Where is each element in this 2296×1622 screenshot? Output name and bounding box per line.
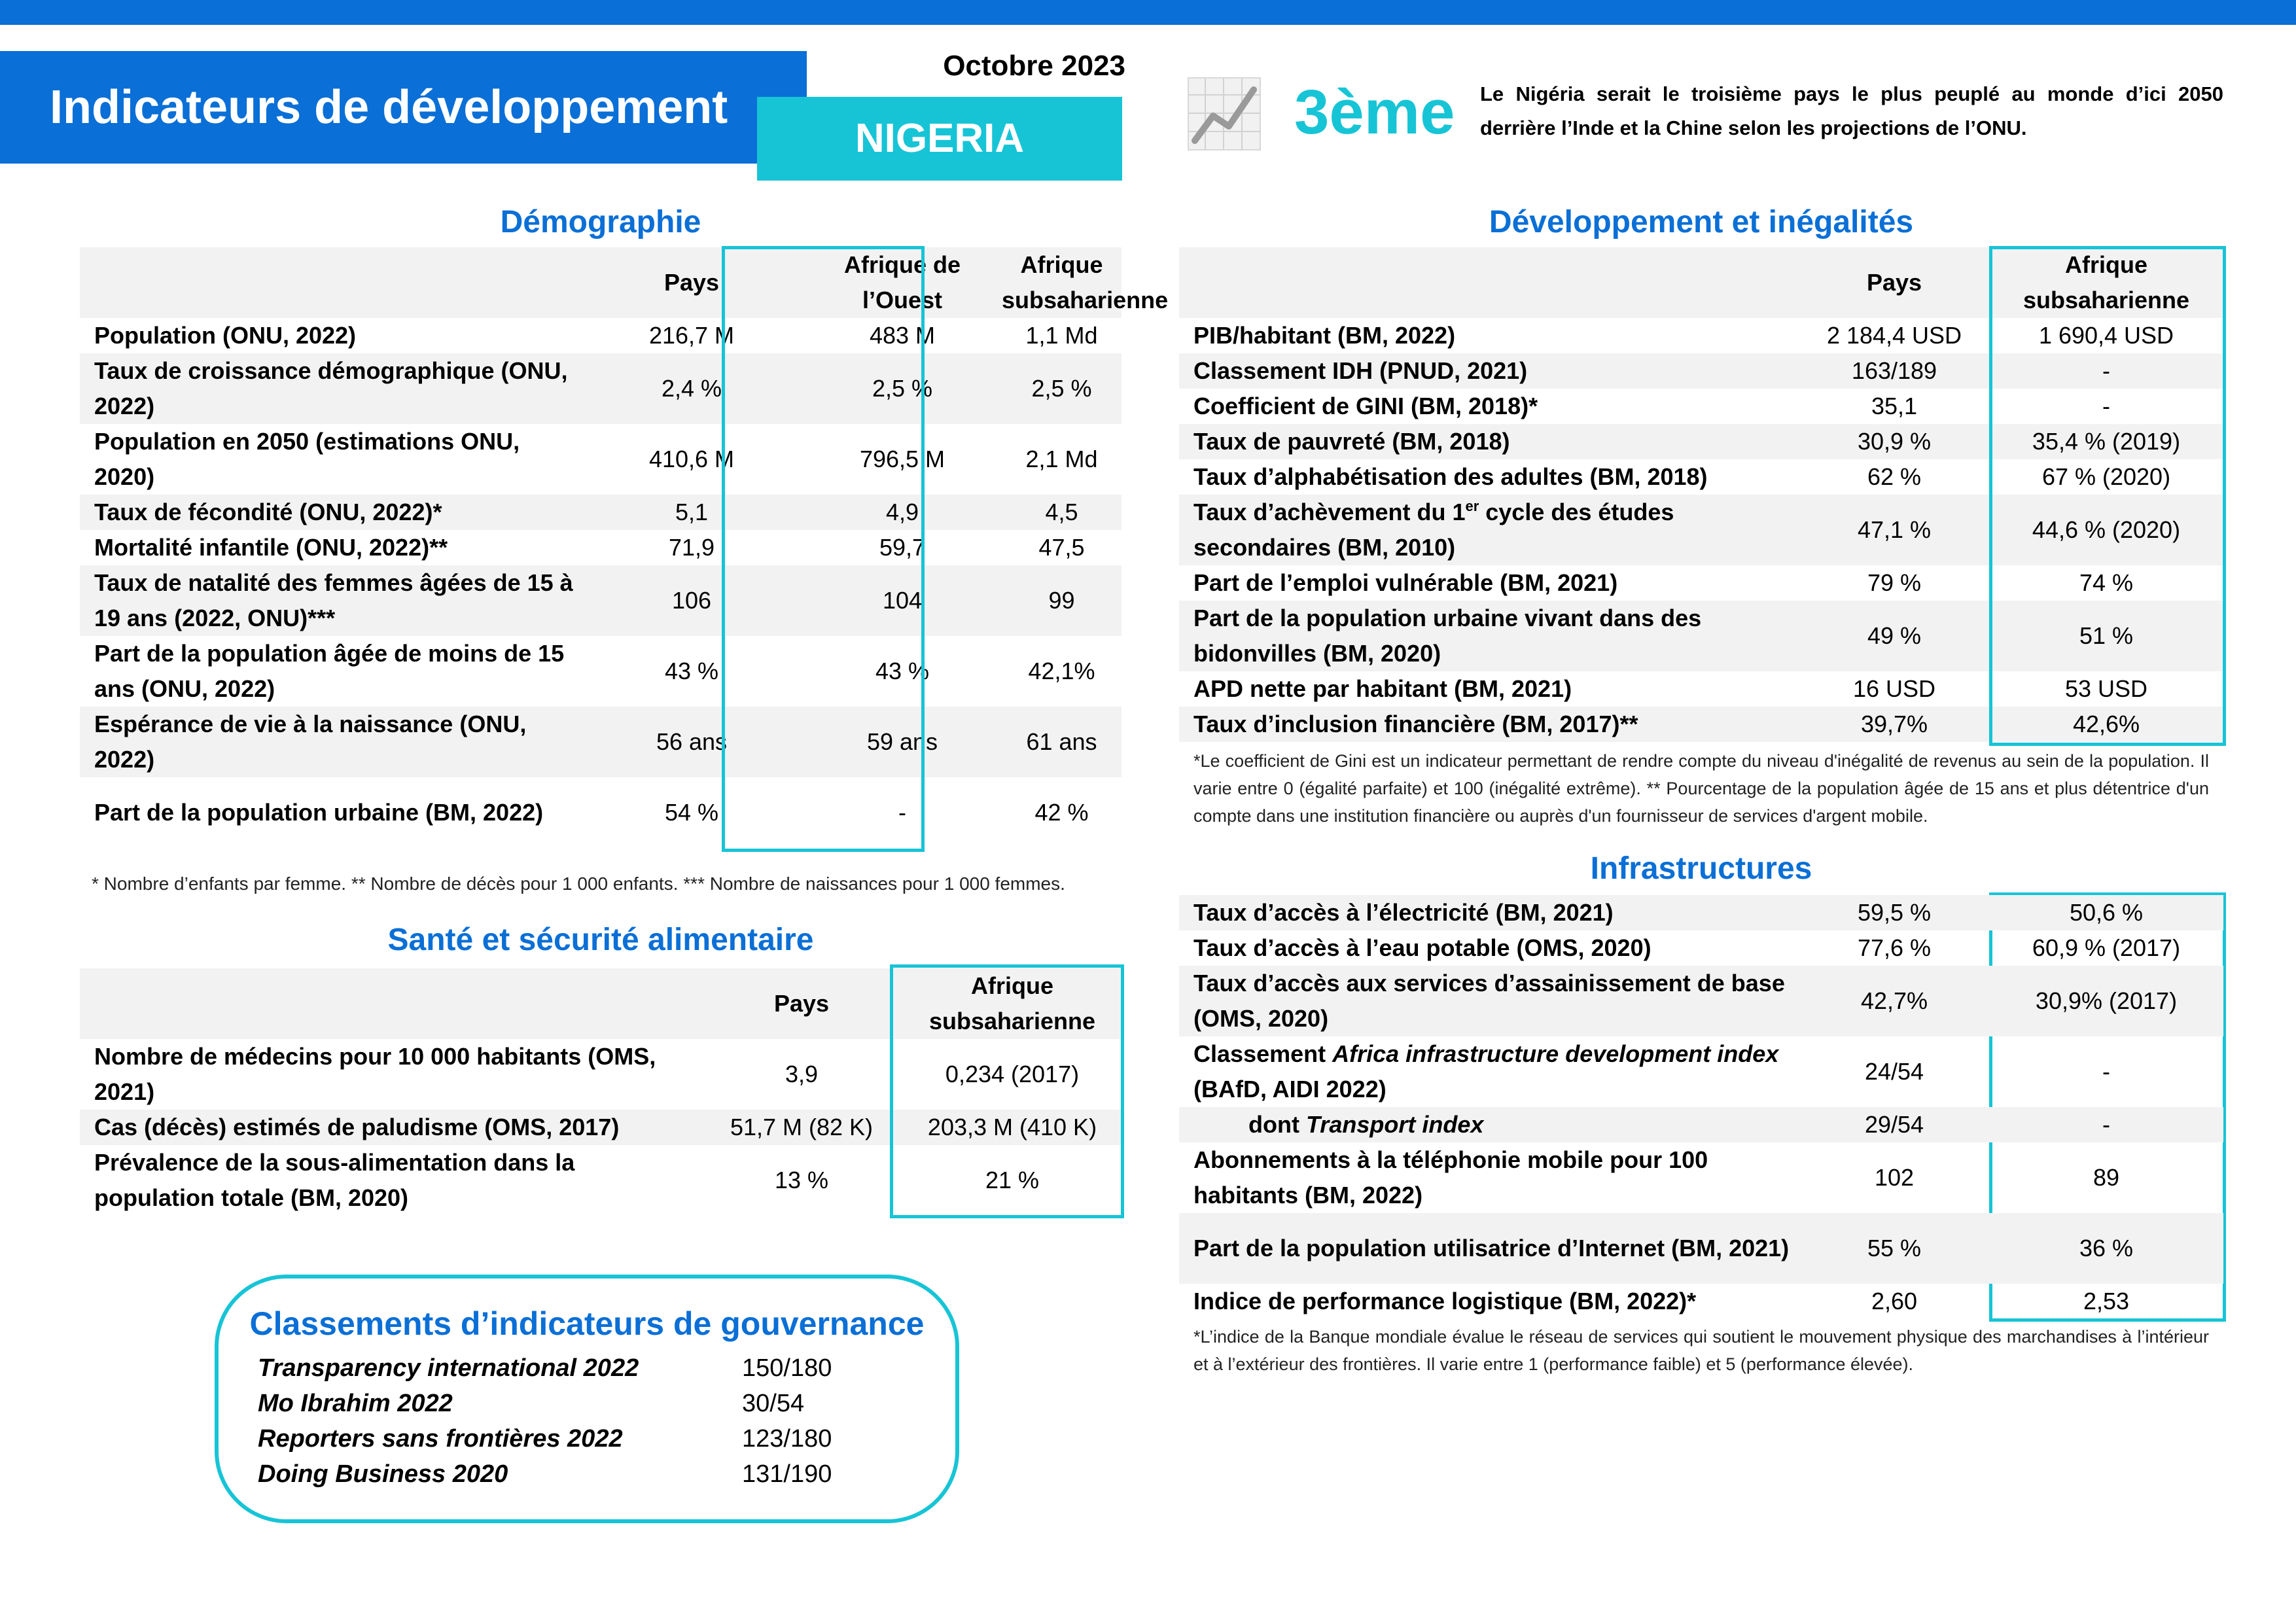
table-row [80, 495, 1122, 530]
column-header: Afrique subsaharienne [903, 968, 1122, 1039]
cell-pays: 42,7% [1799, 966, 1989, 1036]
row-label: Classement Africa infrastructure development index (BAfD, AIDI 2022) [1193, 1040, 1779, 1102]
table-row [80, 424, 1122, 495]
cell-pays: 62 % [1867, 463, 1922, 490]
row-label: dont Transport index [1179, 1107, 1799, 1142]
column-header: Pays [1799, 247, 1989, 318]
row-label: Taux de natalité des femmes âgées de 15 à 19 ans (2022, ONU)*** [80, 565, 580, 636]
table-row [1179, 966, 2223, 1036]
cell-afrique-ouest: 59,7 [879, 534, 926, 561]
cell-afrique-ouest: 104 [803, 565, 1002, 636]
table-row [1179, 895, 2223, 930]
gouvernance-name: Mo Ibrahim 2022 [258, 1390, 453, 1417]
column-header: Pays [700, 968, 903, 1039]
cell-pays: 43 % [664, 658, 719, 684]
line-chart-icon [1186, 75, 1263, 152]
table-row [1179, 1213, 2223, 1284]
cell-afrique-subsaharienne: 42,1% [1028, 658, 1095, 684]
cell-pays: 106 [580, 565, 803, 636]
cell-pays: 2 184,4 USD [1826, 322, 1962, 349]
section-title-infrastructures: Infrastructures [1590, 851, 1812, 886]
table-row [1179, 707, 2223, 742]
table-header-row [80, 968, 1122, 1039]
table-row [80, 565, 1122, 636]
row-label: PIB/habitant (BM, 2022) [1193, 322, 1456, 349]
cell-pays: 2,4 % [580, 353, 803, 424]
cell-pays: 79 % [1867, 569, 1922, 596]
cell-pays: 410,6 M [648, 446, 735, 472]
table-row [1179, 389, 2223, 424]
column-header: Pays [580, 247, 803, 318]
infrastructures-footnote: *L’indice de la Banque mondiale évalue le réseau de services qui soutient le mouvement physique des marchandises à l’intérieur et à l’extérieur des frontières. Il varie entre 1 (performance faible) et 5 (performance élevée). [1193, 1327, 2209, 1374]
gouvernance-value: 123/180 [742, 1425, 832, 1453]
row-label: Abonnements à la téléphonie mobile pour 100 habitants (BM, 2022) [1193, 1146, 1708, 1208]
table-row [1179, 353, 2223, 389]
table-row [80, 1110, 1122, 1145]
cell-afrique-subsaharienne: 2,5 % [1002, 353, 1122, 424]
cell-afrique-subsaharienne: 36 % [1989, 1213, 2223, 1284]
gouvernance-panel [215, 1275, 959, 1523]
cell-pays: 163/189 [1799, 353, 1989, 389]
cell-afrique-subsaharienne: 99 [1002, 565, 1122, 636]
row-label: Espérance de vie à la naissance (ONU, 2022) [80, 707, 580, 777]
row-label: Taux d’accès à l’eau potable (OMS, 2020) [1193, 934, 1651, 961]
cell-afrique-ouest: 59 ans [803, 707, 1002, 777]
row-label: Population en 2050 (estimations ONU, 2020) [94, 428, 520, 490]
cell-pays: 71,9 [668, 534, 715, 561]
cell-pays: 30,9 % [1799, 424, 1989, 459]
table-row [80, 530, 1122, 565]
cell-afrique-ouest: 4,9 [803, 495, 1002, 530]
gouvernance-value: 30/54 [742, 1390, 805, 1417]
cell-afrique-subsaharienne: 1,1 Md [1025, 322, 1098, 349]
cell-afrique-subsaharienne: 89 [2093, 1164, 2120, 1191]
table-row [1179, 318, 2223, 353]
table-row [1179, 1107, 2223, 1142]
cell-pays: 24/54 [1864, 1058, 1924, 1085]
cell-afrique-subsaharienne: 47,5 [1038, 534, 1085, 561]
cell-pays: 59,5 % [1799, 895, 1989, 930]
table-row [80, 636, 1122, 707]
gouvernance-name: Transparency international 2022 [258, 1354, 639, 1382]
row-label: Part de la population urbaine (BM, 2022) [94, 799, 544, 826]
cell-afrique-subsaharienne: 42 % [1034, 799, 1089, 826]
cell-pays: 77,6 % [1857, 934, 1932, 961]
rank-value: 3ème [1294, 77, 1455, 147]
cell-afrique-subsaharienne: 60,9 % (2017) [2032, 934, 2181, 961]
row-label: Part de la population âgée de moins de 15 ans (ONU, 2022) [94, 640, 565, 702]
table-row [1179, 671, 2223, 707]
section-title-developpement: Développement et inégalités [1489, 205, 1914, 239]
cell-afrique-subsaharienne: 1 690,4 USD [2038, 322, 2174, 349]
row-label: Nombre de médecins pour 10 000 habitants (OMS, 2021) [94, 1043, 656, 1105]
table-row [1179, 565, 2223, 601]
cell-afrique-subsaharienne: 35,4 % (2019) [1989, 424, 2223, 459]
cell-afrique-subsaharienne: 203,3 M (410 K) [903, 1110, 1122, 1145]
developpement-footnote: *Le coefficient de Gini est un indicateur permettant de rendre compte du niveau d'inégalité de revenus au sein de la population. Il varie entre 0 (égalité parfaite) et 100 (inégalité extrême). ** Pourcentage de la population âgée de 15 ans et plus détentrice d'un compte dans une institution financière ou auprès d'un fournisseur de services d'argent mobile. [1193, 751, 2209, 826]
row-label: Taux d’accès aux services d’assainissement de base (OMS, 2020) [1179, 966, 1799, 1036]
report-date: Octobre 2023 [943, 50, 1125, 82]
cell-afrique-ouest: 483 M [869, 322, 936, 349]
cell-afrique-subsaharienne: - [2102, 393, 2110, 419]
demographie-footnote: * Nombre d’enfants par femme. ** Nombre de décès pour 1 000 enfants. *** Nombre de naissances pour 1 000 femmes. [92, 873, 1065, 894]
developpement-table [1179, 247, 2223, 742]
table-row [80, 1145, 1122, 1216]
infrastructures-table [1179, 895, 2223, 1319]
cell-afrique-subsaharienne: 4,5 [1002, 495, 1122, 530]
row-label: Cas (décès) estimés de paludisme (OMS, 2017) [80, 1110, 700, 1145]
cell-pays: 13 % [774, 1167, 829, 1193]
cell-pays: 29/54 [1799, 1107, 1989, 1142]
row-label: Taux d’achèvement du 1er cycle des études secondaires (BM, 2010) [1179, 495, 1799, 565]
cell-pays: 54 % [664, 799, 719, 826]
row-label: Prévalence de la sous-alimentation dans la population totale (BM, 2020) [94, 1149, 575, 1211]
row-label: Taux d’alphabétisation des adultes (BM, 2018) [1193, 463, 1708, 490]
row-label: APD nette par habitant (BM, 2021) [1193, 675, 1572, 702]
row-label: Part de l’emploi vulnérable (BM, 2021) [1193, 569, 1618, 596]
cell-afrique-subsaharienne: 51 % [1989, 601, 2223, 671]
table-header-row [80, 247, 1122, 318]
section-title-demographie: Démographie [500, 205, 701, 239]
column-header: Afrique de l’Ouest [803, 247, 1002, 318]
row-label: Indice de performance logistique (BM, 2022)* [1193, 1288, 1697, 1314]
cell-afrique-ouest: 43 % [875, 658, 930, 684]
cell-pays: 35,1 [1871, 393, 1918, 419]
table-row [80, 707, 1122, 777]
cell-afrique-subsaharienne: 21 % [985, 1167, 1040, 1193]
rank-description: Le Nigéria serait le troisième pays le plus peuplé au monde d’ici 2050 derrière l’Inde et la Chine selon les projections de l’ONU. [1480, 82, 2223, 139]
gouvernance-value: 131/190 [742, 1460, 832, 1488]
table-row [1179, 1142, 2223, 1213]
table-header-row [1179, 247, 2223, 318]
cell-afrique-ouest: - [898, 799, 906, 826]
row-label: Part de la population urbaine vivant dans des bidonvilles (BM, 2020) [1179, 601, 1799, 671]
row-label: Coefficient de GINI (BM, 2018)* [1193, 393, 1538, 419]
table-row [80, 777, 1122, 848]
cell-afrique-subsaharienne: 2,1 Md [1025, 446, 1098, 472]
row-label: Taux d’inclusion financière (BM, 2017)** [1179, 707, 1799, 742]
gouvernance-title: Classements d’indicateurs de gouvernance [249, 1305, 925, 1342]
cell-afrique-subsaharienne: 2,53 [2083, 1288, 2130, 1314]
cell-pays: 2,60 [1871, 1288, 1918, 1314]
table-row [80, 353, 1122, 424]
cell-pays: 49 % [1799, 601, 1989, 671]
top-accent-bar [0, 0, 2296, 25]
cell-pays: 56 ans [580, 707, 803, 777]
table-row [1179, 930, 2223, 966]
cell-pays: 5,1 [580, 495, 803, 530]
table-row [1179, 1284, 2223, 1319]
gouvernance-value: 150/180 [742, 1354, 832, 1382]
cell-pays: 16 USD [1852, 675, 1936, 702]
row-label: Taux de croissance démographique (ONU, 2022) [80, 353, 580, 424]
cell-afrique-ouest: 796,5 M [859, 446, 945, 472]
country-name: NIGERIA [757, 97, 1122, 181]
cell-pays: 55 % [1799, 1213, 1989, 1284]
table-row [80, 318, 1122, 353]
row-label: Population (ONU, 2022) [94, 322, 357, 349]
cell-afrique-subsaharienne: 50,6 % [1989, 895, 2223, 930]
page-title: Indicateurs de développement [0, 51, 807, 164]
column-header: Afrique subsaharienne [1002, 247, 1122, 318]
cell-pays: 47,1 % [1799, 495, 1989, 565]
table-row [1179, 601, 2223, 671]
cell-afrique-subsaharienne: 44,6 % (2020) [1989, 495, 2223, 565]
cell-afrique-subsaharienne: 42,6% [1989, 707, 2223, 742]
sante-table [80, 968, 1122, 1216]
cell-pays: 3,9 [785, 1061, 819, 1087]
cell-afrique-subsaharienne: 74 % [2079, 569, 2134, 596]
gouvernance-name: Doing Business 2020 [258, 1460, 508, 1488]
cell-pays: 102 [1874, 1164, 1915, 1191]
cell-afrique-ouest: 2,5 % [803, 353, 1002, 424]
row-label: Part de la population utilisatrice d’Internet (BM, 2021) [1179, 1213, 1799, 1284]
row-label: Taux de pauvreté (BM, 2018) [1179, 424, 1799, 459]
column-header: Afrique subsaharienne [1989, 247, 2223, 318]
row-label: Taux d’accès à l’électricité (BM, 2021) [1179, 895, 1799, 930]
row-label: Mortalité infantile (ONU, 2022)** [94, 534, 448, 561]
table-row [1179, 1036, 2223, 1107]
table-row [1179, 495, 2223, 565]
cell-afrique-subsaharienne: - [1989, 1107, 2223, 1142]
cell-afrique-subsaharienne: 30,9% (2017) [1989, 966, 2223, 1036]
table-row [1179, 459, 2223, 495]
row-label: Taux de fécondité (ONU, 2022)* [80, 495, 580, 530]
cell-pays: 216,7 M [648, 322, 735, 349]
gouvernance-name: Reporters sans frontières 2022 [258, 1425, 623, 1453]
table-row [80, 1039, 1122, 1110]
section-title-sante: Santé et sécurité alimentaire [387, 923, 814, 957]
cell-afrique-subsaharienne: 0,234 (2017) [945, 1061, 1080, 1087]
cell-afrique-subsaharienne: 61 ans [1002, 707, 1122, 777]
demographie-table [80, 247, 1169, 848]
cell-pays: 39,7% [1799, 707, 1989, 742]
cell-afrique-subsaharienne: 67 % (2020) [2041, 463, 2171, 490]
cell-afrique-subsaharienne: - [2102, 1058, 2110, 1085]
table-row [1179, 424, 2223, 459]
cell-afrique-subsaharienne: 53 USD [2064, 675, 2148, 702]
cell-afrique-subsaharienne: - [1989, 353, 2223, 389]
row-label: Classement IDH (PNUD, 2021) [1179, 353, 1799, 389]
cell-pays: 51,7 M (82 K) [700, 1110, 903, 1145]
